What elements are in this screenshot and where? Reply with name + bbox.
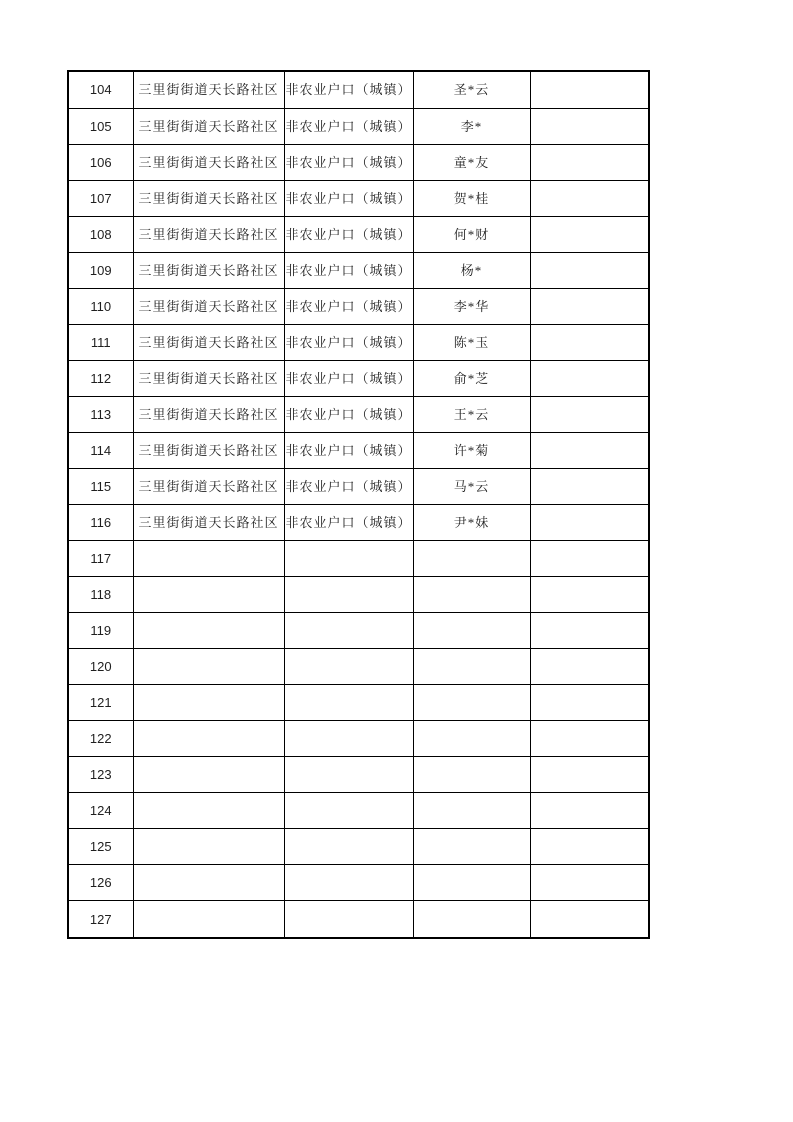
empty-cell [530,613,649,649]
name-cell: 陈*玉 [413,324,530,360]
table-row [68,829,649,865]
empty-cell [530,685,649,721]
row-number-cell: 105 [68,108,133,144]
table-row [68,577,649,613]
empty-cell [530,901,649,938]
community-cell: 三里街街道天长路社区 [133,288,284,324]
table-row [68,396,649,432]
community-cell: 三里街街道天长路社区 [133,71,284,108]
empty-cell [530,216,649,252]
household-type-cell: 非农业户口（城镇） [284,71,413,108]
name-cell [413,865,530,901]
household-type-cell: 非农业户口（城镇） [284,468,413,504]
table-row [68,468,649,504]
household-type-cell [284,649,413,685]
household-type-cell [284,540,413,576]
name-cell: 童*友 [413,144,530,180]
household-type-cell: 非农业户口（城镇） [284,360,413,396]
household-type-cell [284,901,413,938]
community-cell: 三里街街道天长路社区 [133,468,284,504]
empty-cell [530,71,649,108]
table-row [68,252,649,288]
household-type-cell: 非农业户口（城镇） [284,216,413,252]
name-cell: 俞*芝 [413,360,530,396]
community-cell [133,829,284,865]
row-number-cell: 122 [68,721,133,757]
name-cell: 尹*妹 [413,504,530,540]
community-cell: 三里街街道天长路社区 [133,108,284,144]
table-row [68,180,649,216]
table-row [68,721,649,757]
table-row [68,865,649,901]
empty-cell [530,577,649,613]
name-cell: 王*云 [413,396,530,432]
community-cell: 三里街街道天长路社区 [133,252,284,288]
name-cell [413,540,530,576]
community-cell [133,577,284,613]
table-row [68,288,649,324]
empty-cell [530,504,649,540]
row-number-cell: 107 [68,180,133,216]
empty-cell [530,144,649,180]
household-type-cell [284,577,413,613]
table-row [68,108,649,144]
row-number-cell: 114 [68,432,133,468]
table-row [68,360,649,396]
name-cell: 贺*桂 [413,180,530,216]
name-cell: 李*华 [413,288,530,324]
row-number-cell: 115 [68,468,133,504]
row-number-cell: 111 [68,324,133,360]
household-type-cell [284,793,413,829]
table-row [68,324,649,360]
empty-cell [530,432,649,468]
table-row [68,613,649,649]
name-cell [413,793,530,829]
community-cell [133,649,284,685]
empty-cell [530,793,649,829]
household-type-cell: 非农业户口（城镇） [284,288,413,324]
empty-cell [530,468,649,504]
row-number-cell: 109 [68,252,133,288]
row-number-cell: 126 [68,865,133,901]
table-row [68,216,649,252]
household-type-cell: 非农业户口（城镇） [284,396,413,432]
empty-cell [530,288,649,324]
community-cell: 三里街街道天长路社区 [133,396,284,432]
empty-cell [530,649,649,685]
community-cell [133,901,284,938]
table-row [68,504,649,540]
name-cell: 杨* [413,252,530,288]
name-cell [413,829,530,865]
table-row [68,685,649,721]
household-type-cell [284,865,413,901]
table-row [68,432,649,468]
row-number-cell: 112 [68,360,133,396]
community-cell: 三里街街道天长路社区 [133,360,284,396]
row-number-cell: 121 [68,685,133,721]
community-cell [133,685,284,721]
household-type-cell [284,685,413,721]
row-number-cell: 110 [68,288,133,324]
community-cell [133,757,284,793]
name-cell [413,721,530,757]
household-type-cell: 非农业户口（城镇） [284,144,413,180]
empty-cell [530,721,649,757]
name-cell: 何*财 [413,216,530,252]
table-row [68,71,649,108]
community-cell [133,721,284,757]
household-type-cell [284,757,413,793]
community-cell: 三里街街道天长路社区 [133,324,284,360]
name-cell [413,577,530,613]
community-cell [133,793,284,829]
name-cell: 许*菊 [413,432,530,468]
name-cell: 李* [413,108,530,144]
row-number-cell: 125 [68,829,133,865]
table-row [68,540,649,576]
name-cell: 马*云 [413,468,530,504]
community-cell [133,865,284,901]
records-table [67,70,650,939]
household-type-cell: 非农业户口（城镇） [284,180,413,216]
household-type-cell: 非农业户口（城镇） [284,252,413,288]
row-number-cell: 117 [68,540,133,576]
empty-cell [530,865,649,901]
household-type-cell [284,721,413,757]
community-cell [133,540,284,576]
row-number-cell: 123 [68,757,133,793]
household-type-cell: 非农业户口（城镇） [284,108,413,144]
row-number-cell: 120 [68,649,133,685]
row-number-cell: 108 [68,216,133,252]
household-type-cell [284,829,413,865]
community-cell: 三里街街道天长路社区 [133,144,284,180]
row-number-cell: 124 [68,793,133,829]
row-number-cell: 116 [68,504,133,540]
row-number-cell: 113 [68,396,133,432]
row-number-cell: 119 [68,613,133,649]
empty-cell [530,757,649,793]
empty-cell [530,360,649,396]
community-cell: 三里街街道天长路社区 [133,216,284,252]
table-row [68,757,649,793]
table-row [68,144,649,180]
row-number-cell: 127 [68,901,133,938]
empty-cell [530,324,649,360]
community-cell: 三里街街道天长路社区 [133,180,284,216]
table-row [68,793,649,829]
table-row [68,901,649,938]
community-cell: 三里街街道天长路社区 [133,504,284,540]
empty-cell [530,252,649,288]
household-type-cell: 非农业户口（城镇） [284,432,413,468]
row-number-cell: 106 [68,144,133,180]
empty-cell [530,180,649,216]
empty-cell [530,540,649,576]
empty-cell [530,829,649,865]
household-type-cell: 非农业户口（城镇） [284,504,413,540]
community-cell: 三里街街道天长路社区 [133,432,284,468]
name-cell [413,649,530,685]
name-cell: 圣*云 [413,71,530,108]
row-number-cell: 118 [68,577,133,613]
name-cell [413,757,530,793]
empty-cell [530,396,649,432]
household-type-cell: 非农业户口（城镇） [284,324,413,360]
name-cell [413,613,530,649]
table-sheet [67,70,650,939]
table-row [68,649,649,685]
household-type-cell [284,613,413,649]
row-number-cell: 104 [68,71,133,108]
name-cell [413,685,530,721]
name-cell [413,901,530,938]
community-cell [133,613,284,649]
empty-cell [530,108,649,144]
table-body [68,71,649,938]
